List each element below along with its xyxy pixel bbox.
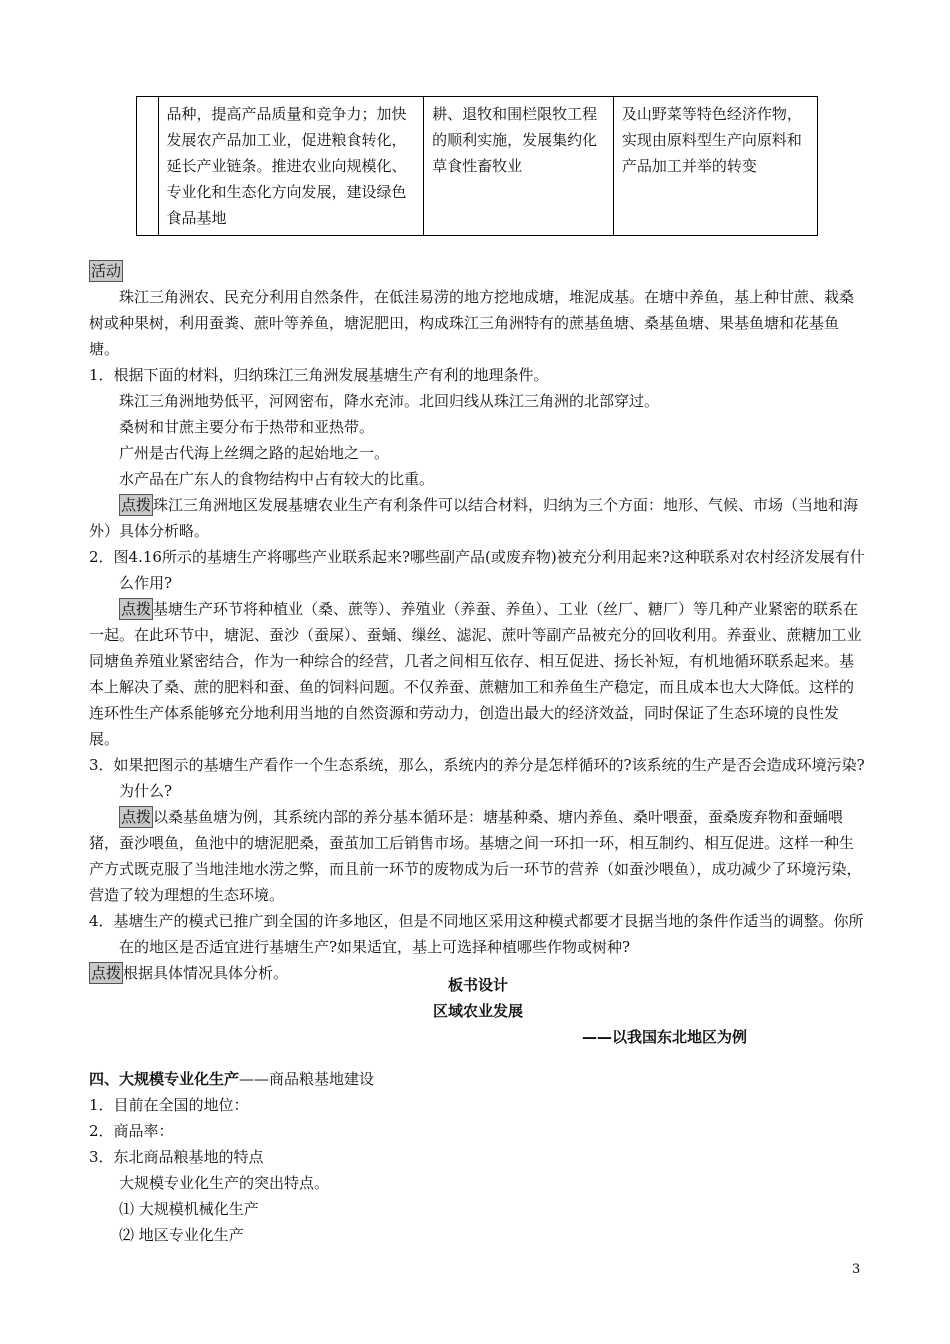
- question-1: 1．根据下面的材料，归纳珠江三角洲发展基塘生产有利的地理条件。: [89, 366, 549, 384]
- table-cell-empty: [137, 97, 159, 236]
- page-number: 3: [852, 1262, 861, 1277]
- section-heading-bold: 四、大规模专业化生产: [89, 1070, 240, 1088]
- activity-tag: 活动: [91, 262, 122, 280]
- hint-text: 基塘生产环节将种植业（桑、蔗等）、养殖业（养蚕、养鱼）、工业（丝厂、糖厂）等几种产业紧密的联系在一起。在此环节中，塘泥、蚕沙（蚕屎）、蚕蛹、缫丝、滤泥、蔗叶等副产品被充分的回收利用。养蚕业、蔗糖加工业同塘鱼养殖业紧密结合，作为一种综合的经营，几者之间相互依存、相互促进、扬长补短，有机地循环联系起来。基本上解决了桑、蔗的肥料和蚕、鱼的饲料问题。不仅养蚕、蔗糖加工和养鱼生产稳定，而且成本也大大降低。这样的连环性生产体系能够充分地利用当地的自然资源和劳动力，创造出最大的经济效益，同时保证了生态环境的良性发展。: [89, 600, 862, 748]
- sub-item: 大规模专业化生产的突出特点。: [119, 1174, 330, 1192]
- board-subtitle-2: ——以我国东北地区为例: [581, 1028, 747, 1046]
- material-line: 广州是古代海上丝绸之路的起始地之一。: [119, 444, 390, 462]
- material-line: 珠江三角洲地势低平，河网密布，降水充沛。北回归线从珠江三角洲的北部穿过。: [119, 392, 660, 410]
- list-item: 1．目前在全国的地位：: [89, 1096, 249, 1114]
- table-row: [137, 97, 818, 236]
- hint-2: [89, 596, 867, 752]
- hint-1: [89, 492, 867, 544]
- question-4: 4．基塘生产的模式已推广到全国的许多地区，但是不同地区采用这种模式都要才艮据当地的条件作适当的调整。你所在的地区是否适宜进行基塘生产?如果适宜，基上可选择种植哪些作物或树种?: [89, 912, 864, 956]
- hint-tag: 点拨: [91, 964, 122, 982]
- hint-text: 以桑基鱼塘为例，其系统内部的养分基本循环是：塘基种桑、塘内养鱼、桑叶喂蚕，蚕桑废弃物和蚕蛹喂猪，蚕沙喂鱼，鱼池中的塘泥肥桑，蚕茧加工后销售市场。基塘之间一环扣一环，相互制约、相互促进。这样一种生产方式既克服了当地洼地水涝之弊，而且前一环节的废物成为后一环节的营养（如蚕沙喂鱼），成功减少了环境污染，营造了较为理想的生态环境。: [89, 808, 862, 904]
- hint-tag: 点拨: [121, 496, 152, 514]
- activity-section: [89, 258, 867, 986]
- sub-item: ⑵ 地区专业化生产: [119, 1226, 244, 1244]
- table-cell: 及山野菜等特色经济作物，实现由原料型生产向原料和产品加工并举的转变: [613, 97, 817, 236]
- section-4: [89, 1066, 867, 1248]
- sub-item: ⑴ 大规模机械化生产: [119, 1200, 259, 1218]
- table-cell: 耕、退牧和围栏限牧工程的顺利实施，发展集约化草食性畜牧业: [424, 97, 614, 236]
- board-title: 板书设计: [447, 976, 508, 994]
- hint-3: [89, 804, 867, 908]
- activity-intro: 珠江三角洲农、民充分利用自然条件，在低洼易涝的地方挖地成塘，堆泥成基。在塘中养鱼，基上种甘蔗、栽桑树或种果树，利用蚕粪、蔗叶等养鱼，塘泥肥田，构成珠江三角洲特有的蔗基鱼塘、桑基鱼塘、果基鱼塘和花基鱼塘。: [89, 288, 855, 358]
- section-heading-rest: ——商品粮基地建设: [239, 1070, 375, 1088]
- board-subtitle: 区域农业发展: [432, 1002, 523, 1020]
- material-line: 桑树和甘蔗主要分布于热带和亚热带。: [119, 418, 375, 436]
- hint-text: 根据具体情况具体分析。: [123, 964, 289, 982]
- hint-tag: 点拨: [121, 808, 152, 826]
- hint-tag: 点拨: [121, 600, 152, 618]
- list-item: 2．商品率：: [89, 1122, 174, 1140]
- summary-table: [136, 96, 818, 236]
- question-3: 3．如果把图示的基塘生产看作一个生态系统，那么，系统内的养分是怎样循环的?该系统的生产是否会造成环境污染?为什么?: [89, 756, 865, 800]
- section-heading: [89, 1066, 867, 1092]
- hint-text: 珠江三角洲地区发展基塘农业生产有利条件可以结合材料，归纳为三个方面：地形、气候、市场（当地和海外）具体分析略。: [89, 496, 859, 540]
- list-item: 3．东北商品粮基地的特点: [89, 1148, 264, 1166]
- question-2: 2．图4.16所示的基塘生产将哪些产业联系起来?哪些副产品(或废弃物)被充分利用起来?这种联系对农村经济发展有什么作用?: [89, 548, 865, 592]
- material-line: 水产品在广东人的食物结构中占有较大的比重。: [119, 470, 435, 488]
- table-cell: 品种，提高产品质量和竞争力；加快发展农产品加工业，促进粮食转化，延长产业链条。推进农业向规模化、专业化和生态化方向发展，建设绿色食品基地: [158, 97, 424, 236]
- board-design: [89, 972, 867, 1050]
